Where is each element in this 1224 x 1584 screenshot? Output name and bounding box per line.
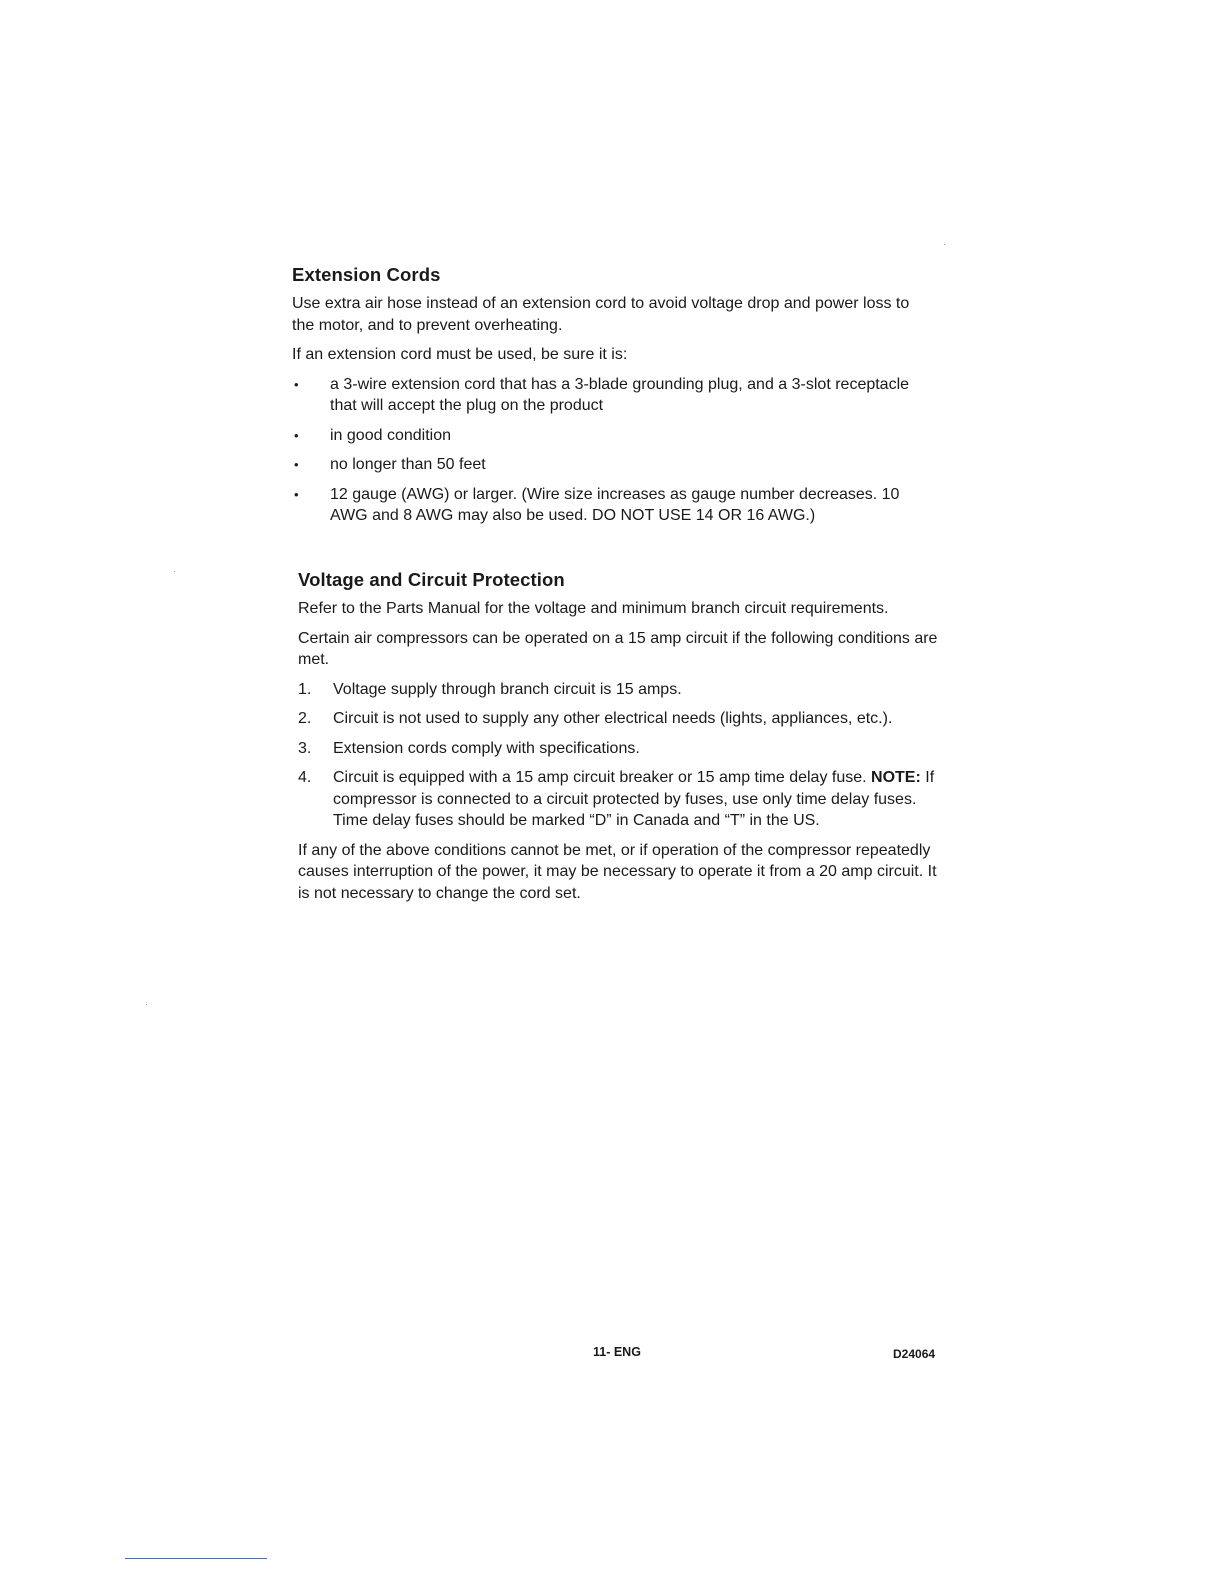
voltage-circuit-section bbox=[298, 569, 943, 912]
scan-artifact-line bbox=[125, 1558, 267, 1559]
note-label: NOTE: bbox=[871, 769, 921, 786]
circuit-conditions-list bbox=[298, 679, 943, 832]
extension-cords-intro: Use extra air hose instead of an extension cord to avoid voltage drop and power loss to the motor, and to prevent overheating. bbox=[292, 295, 910, 334]
document-code: D24064 bbox=[893, 1347, 936, 1361]
list-item bbox=[298, 738, 943, 760]
list-item bbox=[298, 767, 943, 832]
scan-speck bbox=[146, 1004, 147, 1005]
list-number: 3. bbox=[298, 739, 312, 757]
list-number: 1. bbox=[298, 680, 312, 698]
extension-cords-lead: If an extension cord must be used, be sure it is: bbox=[292, 346, 628, 363]
scan-speck bbox=[174, 571, 175, 572]
bullet-icon: • bbox=[294, 376, 299, 392]
list-item bbox=[292, 374, 932, 417]
extension-cords-section bbox=[292, 264, 932, 535]
list-number: 4. bbox=[298, 769, 312, 786]
list-item-text: Extension cords comply with specifications. bbox=[333, 739, 640, 757]
list-item-text: Voltage supply through branch circuit is 15 amps. bbox=[333, 680, 682, 698]
bullet-icon: • bbox=[294, 427, 299, 443]
list-item-text: Circuit is not used to supply any other electrical needs (lights, appliances, etc.). bbox=[333, 710, 893, 727]
list-item-text: no longer than 50 feet bbox=[330, 456, 486, 473]
extension-cord-requirements-list bbox=[292, 374, 932, 527]
list-item bbox=[298, 679, 943, 701]
list-item bbox=[298, 708, 943, 730]
list-item bbox=[292, 425, 932, 447]
voltage-circuit-lead: Certain air compressors can be operated on a 15 amp circuit if the following conditions are met. bbox=[298, 629, 938, 668]
extension-cords-heading: Extension Cords bbox=[292, 264, 441, 285]
page-number: 11- ENG bbox=[593, 1345, 641, 1359]
list-item-text: Circuit is equipped with a 15 amp circuit breaker or 15 amp time delay fuse. bbox=[333, 769, 872, 786]
list-item-text: 12 gauge (AWG) or larger. (Wire size increases as gauge number decreases. 10 AWG and 8 AWG may also be used. DO NOT USE 14 OR 16 AWG.) bbox=[330, 485, 900, 524]
list-number: 2. bbox=[298, 710, 312, 727]
voltage-circuit-heading: Voltage and Circuit Protection bbox=[298, 569, 565, 590]
voltage-circuit-intro: Refer to the Parts Manual for the voltage and minimum branch circuit requirements. bbox=[298, 600, 889, 617]
list-item bbox=[292, 454, 932, 476]
scan-speck bbox=[944, 244, 945, 245]
list-item bbox=[292, 484, 932, 527]
list-item-text: a 3-wire extension cord that has a 3-blade grounding plug, and a 3-slot receptacle that will accept the plug on the product bbox=[330, 375, 910, 414]
list-item-text: in good condition bbox=[330, 426, 451, 444]
bullet-icon: • bbox=[294, 486, 299, 502]
voltage-circuit-closing: If any of the above conditions cannot be met, or if operation of the compressor repeatedly causes interruption of the power, it may be necessary to operate it from a 20 amp circuit. It is not necessary to change the cord set. bbox=[298, 841, 937, 902]
note-text: If compressor is connected to a circuit protected by fuses, use only time delay fuses. Time delay fuses should be marked “D” in Canada and “T” in the US. bbox=[333, 769, 935, 829]
bullet-icon: • bbox=[294, 457, 299, 472]
